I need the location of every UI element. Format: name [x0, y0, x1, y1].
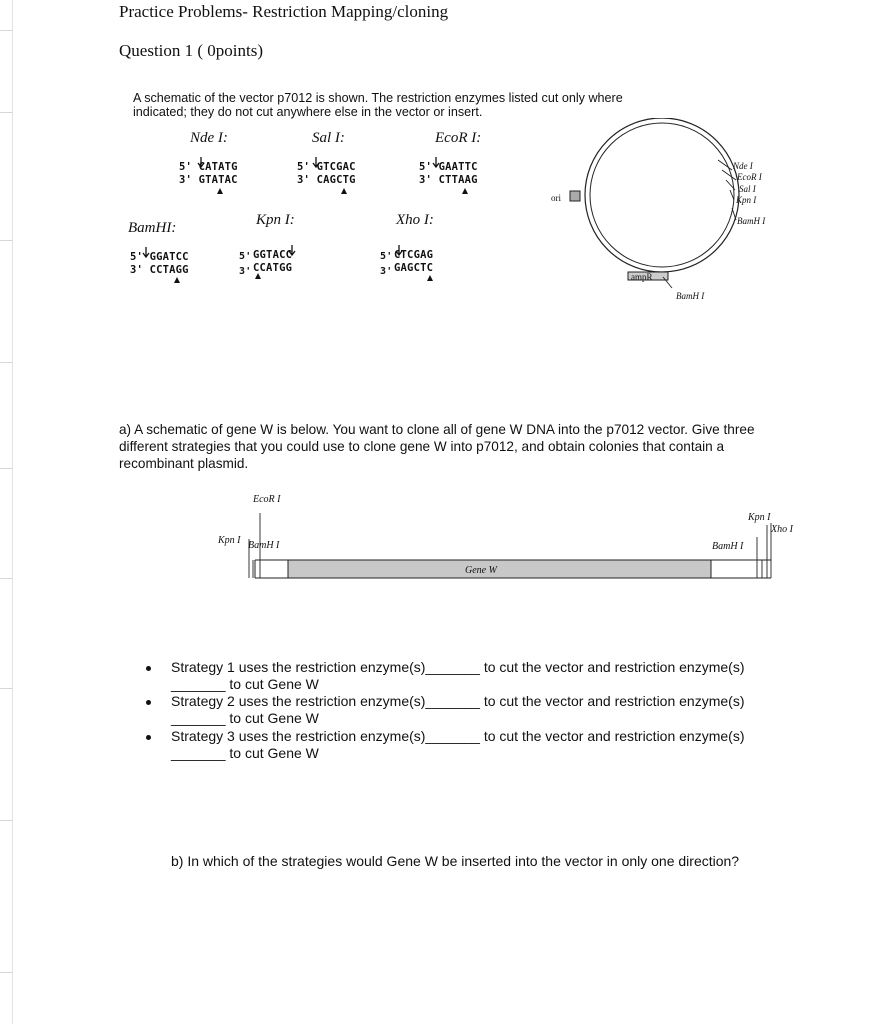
- site-label-kpn: Kpn I: [736, 195, 757, 205]
- gene-bamh-left-label: BamH I: [248, 540, 280, 551]
- sal-cut-arrow-icon: [310, 157, 322, 169]
- margin-tick: [0, 468, 13, 469]
- nde-top-strand: 5' CATATG: [179, 161, 238, 173]
- site-label-bamh-bottom: BamH I: [676, 291, 705, 301]
- nde-bottom-strand: 3' GTATAC: [179, 174, 238, 186]
- margin-tick: [0, 362, 13, 363]
- margin-tick: [0, 112, 13, 113]
- kpn-cut-arrow-up-icon: [255, 273, 261, 279]
- gene-kpn-right-label: Kpn I: [748, 512, 771, 523]
- margin-tick: [0, 972, 13, 973]
- gene-w-diagram: [235, 505, 795, 585]
- bullet-1: [146, 666, 151, 671]
- kpn-top-strand: GGTACC: [253, 249, 293, 261]
- enzyme-name-nde: Nde I:: [190, 130, 228, 146]
- site-label-bamh-right: BamH I: [737, 216, 766, 226]
- sal-bottom-strand: 3' CAGCTG: [297, 174, 356, 186]
- margin-tick: [0, 30, 13, 31]
- xho-bottom-strand: GAGCTC: [394, 262, 434, 274]
- site-label-nde: Nde I: [733, 161, 753, 171]
- gene-ecor-label: EcoR I: [253, 494, 281, 505]
- question-heading: Question 1 ( 0points): [119, 41, 264, 60]
- plasmid-inner-ring: [590, 123, 734, 267]
- enzyme-name-xho: Xho I:: [396, 212, 434, 228]
- plasmid-map: [560, 118, 790, 308]
- margin-tick: [0, 688, 13, 689]
- kpn-cut-arrow-icon: [286, 245, 298, 257]
- eco-bottom-strand: 3' CTTAAG: [419, 174, 478, 186]
- bam-cut-arrow-icon: [140, 247, 152, 259]
- enzyme-name-sal: Sal I:: [312, 130, 345, 146]
- strategy-3-line2: _______ to cut Gene W: [171, 745, 319, 761]
- gene-kpn-left-label: Kpn I: [218, 535, 241, 546]
- eco-top-strand: 5' GAATTC: [419, 161, 478, 173]
- ori-box: [570, 191, 580, 201]
- strategy-2-line2: _______ to cut Gene W: [171, 710, 319, 726]
- xho-top-strand: CTCGAG: [394, 249, 434, 261]
- sal-top-strand: 5' GTCGAC: [297, 161, 356, 173]
- enzyme-name-kpn: Kpn I:: [256, 212, 295, 228]
- ori-label: ori: [551, 193, 561, 203]
- xho-cut-arrow-up-icon: [427, 275, 433, 281]
- page-margin-line: [12, 0, 13, 1024]
- ampr-label: ampR: [631, 272, 653, 282]
- page-title: Practice Problems- Restriction Mapping/cloning: [119, 2, 449, 21]
- strategy-3-line1: Strategy 3 uses the restriction enzyme(s)_______ to cut the vector and restriction enzyme(s): [171, 728, 745, 744]
- gene-w-box: [288, 560, 711, 578]
- kpn-5prime: 5': [239, 251, 252, 262]
- nde-cut-arrow-up-icon: [217, 188, 223, 194]
- enzyme-name-eco: EcoR I:: [435, 130, 482, 146]
- enzyme-name-bam: BamHI:: [128, 220, 177, 236]
- intro-text: A schematic of the vector p7012 is shown. The restriction enzymes listed cut only where indicated; they do not cut anywhere else in the vector or insert.: [133, 91, 623, 119]
- xho-5prime: 5': [380, 251, 393, 262]
- site-label-ecor: EcoR I: [737, 172, 762, 182]
- kpn-bottom-strand: CCATGG: [253, 262, 293, 274]
- eco-cut-arrow-icon: [430, 157, 442, 169]
- bullet-2: [146, 700, 151, 705]
- bullet-3: [146, 735, 151, 740]
- strategy-2-line1: Strategy 2 uses the restriction enzyme(s)_______ to cut the vector and restriction enzyme(s): [171, 693, 745, 709]
- gene-bamh-right-label: BamH I: [712, 541, 744, 552]
- part-b-text: b) In which of the strategies would Gene W be inserted into the vector in only one direction?: [171, 853, 740, 869]
- bam-cut-arrow-up-icon: [174, 277, 180, 283]
- bam-bottom-strand: 3' CCTAGG: [130, 264, 189, 276]
- strategy-1-line1: Strategy 1 uses the restriction enzyme(s)_______ to cut the vector and restriction enzyme(s): [171, 659, 745, 675]
- strategy-1-line2: _______ to cut Gene W: [171, 676, 319, 692]
- part-a-text: a) A schematic of gene W is below. You want to clone all of gene W DNA into the p7012 vector. Give three different strategies that you could use to clone gene W into p7012, and obtain colonies that contain a recombinant plasmid.: [119, 422, 755, 471]
- nde-cut-arrow-icon: [195, 157, 207, 169]
- sal-cut-arrow-up-icon: [341, 188, 347, 194]
- site-label-sal: Sal I: [739, 184, 756, 194]
- xho-cut-arrow-icon: [393, 245, 405, 257]
- gene-w-label: Gene W: [465, 565, 497, 576]
- plasmid-outer-ring: [585, 118, 739, 272]
- margin-tick: [0, 578, 13, 579]
- eco-cut-arrow-up-icon: [462, 188, 468, 194]
- kpn-3prime: 3': [239, 266, 252, 277]
- xho-3prime: 3': [380, 266, 393, 277]
- margin-tick: [0, 240, 13, 241]
- bam-top-strand: 5' GGATCC: [130, 251, 189, 263]
- gene-xho-right-label: Xho I: [771, 524, 793, 535]
- margin-tick: [0, 820, 13, 821]
